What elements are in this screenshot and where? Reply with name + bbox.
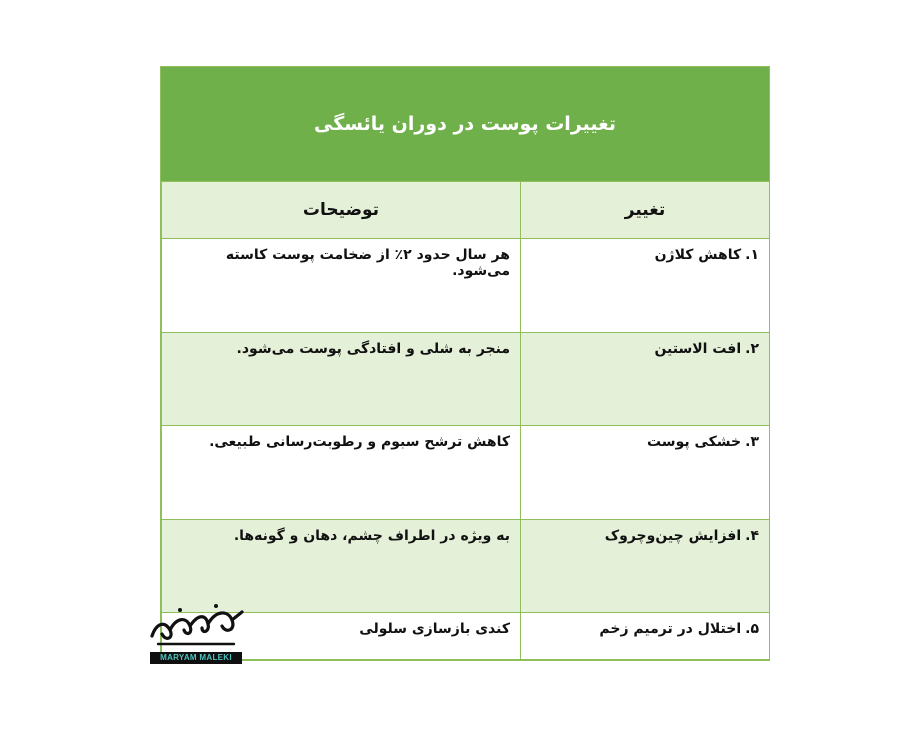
change-text: افت الاستین — [654, 341, 742, 357]
change-cell — [521, 520, 770, 613]
logo-label: MARYAM MALEKI — [150, 652, 242, 664]
table-row — [162, 613, 770, 660]
table-row — [162, 239, 770, 333]
brand-logo — [146, 600, 246, 666]
change-text: کاهش کلاژن — [654, 247, 742, 263]
row-number: ۲. — [745, 341, 759, 357]
change-cell — [521, 239, 770, 333]
row-number: ۵. — [745, 621, 759, 637]
header-change: تغییر — [521, 182, 770, 239]
description-cell: منجر به شلی و افتادگی پوست می‌شود. — [162, 333, 521, 426]
table-row — [162, 426, 770, 520]
change-text: افزایش چین‌وچروک — [604, 528, 742, 544]
table-row — [162, 520, 770, 613]
table-title: تغییرات پوست در دوران یائسگی — [161, 67, 769, 181]
description-cell: هر سال حدود ۲٪ از ضخامت پوست کاسته می‌شود. — [162, 239, 521, 333]
header-description: توضیحات — [162, 182, 521, 239]
description-cell: کندی بازسازی سلولی — [162, 613, 521, 660]
row-number: ۴. — [745, 528, 759, 544]
header-row — [162, 182, 770, 239]
description-cell: کاهش ترشح سبوم و رطوبت‌رسانی طبیعی. — [162, 426, 521, 520]
change-cell — [521, 426, 770, 520]
skin-changes-table — [160, 66, 770, 661]
table-row — [162, 333, 770, 426]
change-text: اختلال در ترمیم زخم — [599, 621, 742, 637]
row-number: ۳. — [745, 434, 759, 450]
row-number: ۱. — [745, 247, 759, 263]
changes-grid — [161, 181, 770, 660]
change-cell — [521, 613, 770, 660]
calligraphy-logo-icon — [146, 600, 246, 650]
change-cell — [521, 333, 770, 426]
change-text: خشکی پوست — [646, 434, 742, 450]
description-cell: به ویژه در اطراف چشم، دهان و گونه‌ها. — [162, 520, 521, 613]
